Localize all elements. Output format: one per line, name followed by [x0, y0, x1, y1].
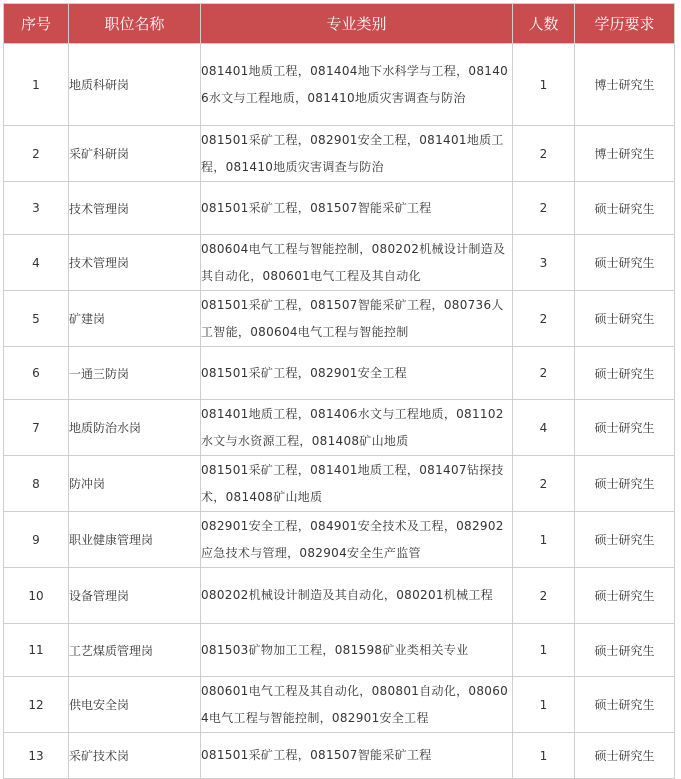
row-count: 1: [513, 512, 575, 568]
row-no: 1: [4, 44, 69, 126]
row-count: 1: [513, 733, 575, 779]
row-no: 13: [4, 733, 69, 779]
row-no: 5: [4, 291, 69, 347]
table-row: [4, 347, 675, 400]
row-position: 职业健康管理岗: [69, 512, 201, 568]
table-row: [4, 291, 675, 347]
row-education: 硕士研究生: [575, 624, 675, 677]
row-major: 081501采矿工程，082901安全工程，081401地质工程，081410地质灾害调查与防治: [201, 126, 513, 182]
row-position: 地质科研岗: [69, 44, 201, 126]
row-count: 1: [513, 624, 575, 677]
row-education: 硕士研究生: [575, 677, 675, 733]
row-education: 硕士研究生: [575, 235, 675, 291]
row-count: 1: [513, 44, 575, 126]
row-count: 2: [513, 291, 575, 347]
row-position: 设备管理岗: [69, 568, 201, 624]
row-major: 081503矿物加工工程，081598矿业类相关专业: [201, 624, 513, 677]
row-position: 防冲岗: [69, 456, 201, 512]
table-row: [4, 624, 675, 677]
row-education: 博士研究生: [575, 44, 675, 126]
row-no: 6: [4, 347, 69, 400]
row-no: 4: [4, 235, 69, 291]
row-major: 082901安全工程，084901安全技术及工程，082902应急技术与管理，082904安全生产监管: [201, 512, 513, 568]
table-row: [4, 512, 675, 568]
row-major: 081501采矿工程，081401地质工程，081407钻探技术，081408矿山地质: [201, 456, 513, 512]
row-education: 硕士研究生: [575, 456, 675, 512]
row-education: 硕士研究生: [575, 347, 675, 400]
row-count: 1: [513, 677, 575, 733]
row-education: 硕士研究生: [575, 733, 675, 779]
row-position: 一通三防岗: [69, 347, 201, 400]
row-major: 081401地质工程，081404地下水科学与工程，081406水文与工程地质，081410地质灾害调查与防治: [201, 44, 513, 126]
table-row: [4, 568, 675, 624]
table-row: [4, 733, 675, 779]
row-major: 081501采矿工程，081507智能采矿工程: [201, 733, 513, 779]
row-major: 080202机械设计制造及其自动化，080201机械工程: [201, 568, 513, 624]
row-major: 080604电气工程与智能控制，080202机械设计制造及其自动化，080601电气工程及其自动化: [201, 235, 513, 291]
row-no: 7: [4, 400, 69, 456]
table-row: [4, 44, 675, 126]
row-no: 10: [4, 568, 69, 624]
header-major: 专业类别: [201, 4, 513, 44]
row-count: 2: [513, 568, 575, 624]
row-position: 技术管理岗: [69, 235, 201, 291]
row-education: 硕士研究生: [575, 291, 675, 347]
row-education: 硕士研究生: [575, 568, 675, 624]
header-row: [4, 4, 675, 44]
row-position: 技术管理岗: [69, 182, 201, 235]
header-no: 序号: [4, 4, 69, 44]
table-row: [4, 182, 675, 235]
row-count: 3: [513, 235, 575, 291]
row-count: 2: [513, 347, 575, 400]
row-count: 4: [513, 400, 575, 456]
row-count: 2: [513, 126, 575, 182]
table-row: [4, 126, 675, 182]
table-row: [4, 456, 675, 512]
row-no: 12: [4, 677, 69, 733]
row-no: 8: [4, 456, 69, 512]
row-major: 081501采矿工程，081507智能采矿工程，080736人工智能，080604电气工程与智能控制: [201, 291, 513, 347]
row-no: 11: [4, 624, 69, 677]
table-row: [4, 235, 675, 291]
row-education: 博士研究生: [575, 126, 675, 182]
table-row: [4, 400, 675, 456]
row-major: 081401地质工程，081406水文与工程地质，081102水文与水资源工程，081408矿山地质: [201, 400, 513, 456]
row-no: 9: [4, 512, 69, 568]
row-count: 2: [513, 456, 575, 512]
row-position: 采矿科研岗: [69, 126, 201, 182]
row-education: 硕士研究生: [575, 182, 675, 235]
row-no: 2: [4, 126, 69, 182]
row-major: 081501采矿工程，082901安全工程: [201, 347, 513, 400]
row-major: 081501采矿工程，081507智能采矿工程: [201, 182, 513, 235]
row-position: 矿建岗: [69, 291, 201, 347]
row-count: 2: [513, 182, 575, 235]
row-no: 3: [4, 182, 69, 235]
row-education: 硕士研究生: [575, 512, 675, 568]
header-position: 职位名称: [69, 4, 201, 44]
row-position: 地质防治水岗: [69, 400, 201, 456]
header-education: 学历要求: [575, 4, 675, 44]
row-position: 工艺煤质管理岗: [69, 624, 201, 677]
row-position: 供电安全岗: [69, 677, 201, 733]
table-row: [4, 677, 675, 733]
recruitment-table: [3, 3, 675, 779]
row-major: 080601电气工程及其自动化，080801自动化，080604电气工程与智能控制，082901安全工程: [201, 677, 513, 733]
row-education: 硕士研究生: [575, 400, 675, 456]
header-count: 人数: [513, 4, 575, 44]
row-position: 采矿技术岗: [69, 733, 201, 779]
